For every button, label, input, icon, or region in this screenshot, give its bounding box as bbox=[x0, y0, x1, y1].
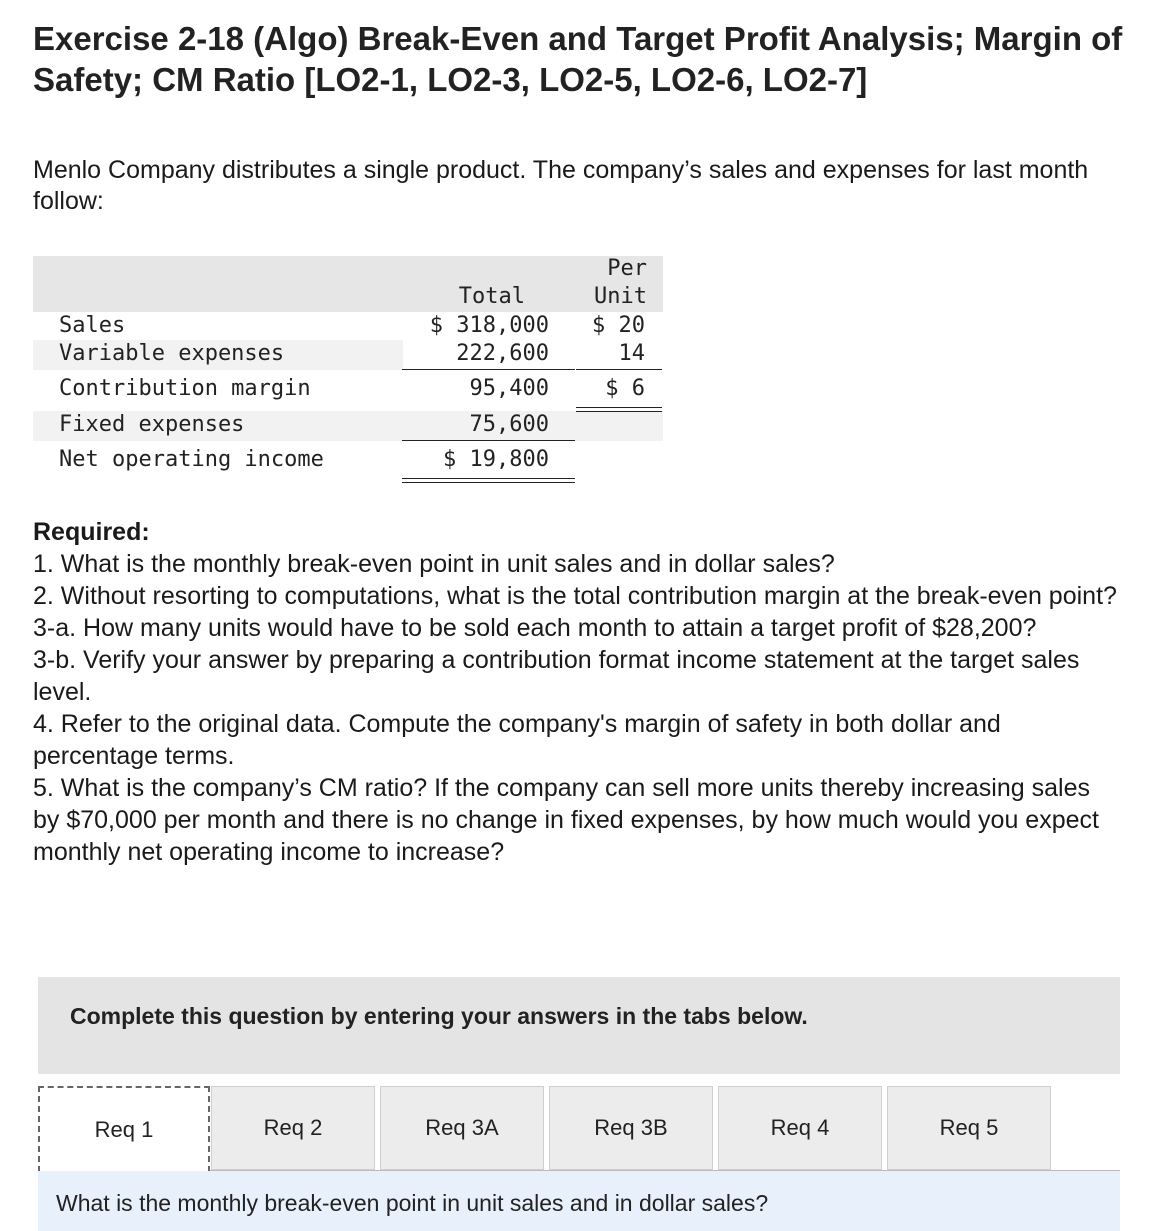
rule-line bbox=[402, 440, 575, 441]
instruction-banner bbox=[38, 977, 1120, 1074]
rule-line bbox=[402, 369, 575, 370]
variable-expenses-per-unit: 14 bbox=[618, 341, 645, 366]
required-item-1: 1. What is the monthly break-even point in unit sales and in dollar sales? bbox=[33, 550, 835, 578]
fixed-expenses-total: 75,600 bbox=[469, 412, 549, 437]
variable-expenses-total: 222,600 bbox=[456, 341, 549, 366]
tab-req-1[interactable]: Req 1 bbox=[38, 1086, 210, 1172]
table-header-band bbox=[33, 256, 663, 312]
contribution-margin-per-unit: $ 6 bbox=[605, 376, 645, 401]
header-total: Total bbox=[458, 284, 525, 309]
header-per: Per bbox=[607, 256, 647, 281]
required-item-3a: 3-a. How many units would have to be sold each month to attain a target profit of $28,200? bbox=[33, 614, 1037, 642]
tab-req-2[interactable]: Req 2 bbox=[211, 1086, 375, 1170]
header-unit: Unit bbox=[594, 284, 647, 309]
double-rule-line bbox=[402, 478, 575, 483]
tab-panel bbox=[38, 1171, 1120, 1231]
row-label-fixed-expenses: Fixed expenses bbox=[59, 412, 245, 437]
tab-req-4[interactable]: Req 4 bbox=[718, 1086, 882, 1170]
required-item-4: 4. Refer to the original data. Compute the company's margin of safety in both dollar and percentage terms. bbox=[33, 710, 1001, 770]
instruction-text: Complete this question by entering your answers in the tabs below. bbox=[70, 1003, 808, 1029]
required-item-3b: 3-b. Verify your answer by preparing a contribution format income statement at the target sales level. bbox=[33, 646, 1080, 706]
exercise-title: Exercise 2-18 (Algo) Break-Even and Target Profit Analysis; Margin of Safety; CM Ratio [LO2-1, LO2-3, LO2-5, LO2-6, LO2-7] bbox=[33, 20, 1123, 98]
panel-question: What is the monthly break-even point in unit sales and in dollar sales? bbox=[56, 1190, 769, 1216]
row-label-variable-expenses: Variable expenses bbox=[59, 341, 285, 366]
sales-per-unit: $ 20 bbox=[592, 313, 645, 338]
sales-total: $ 318,000 bbox=[429, 313, 549, 338]
tab-req-5[interactable]: Req 5 bbox=[887, 1086, 1051, 1170]
row-label-contribution-margin: Contribution margin bbox=[59, 376, 311, 401]
intro-text: Menlo Company distributes a single product. The company’s sales and expenses for last month follow: bbox=[33, 156, 1089, 215]
tab-req-3b[interactable]: Req 3B bbox=[549, 1086, 713, 1170]
requirement-tabs bbox=[38, 1086, 1120, 1172]
row-label-sales: Sales bbox=[59, 313, 126, 338]
required-section bbox=[33, 516, 1123, 868]
rule-line bbox=[576, 369, 662, 370]
required-item-5: 5. What is the company’s CM ratio? If the company can sell more units thereby increasing sales by $70,000 per month and there is no change in fixed expenses, by how much would you expect monthly net operating income to increase? bbox=[33, 774, 1099, 866]
required-heading: Required: bbox=[33, 518, 150, 546]
required-item-2: 2. Without resorting to computations, what is the total contribution margin at the break-even point? bbox=[33, 582, 1117, 610]
income-statement-table bbox=[33, 256, 663, 486]
double-rule-line bbox=[576, 407, 662, 412]
row-label-net-operating-income: Net operating income bbox=[59, 447, 324, 472]
net-operating-income-total: $ 19,800 bbox=[443, 447, 549, 472]
contribution-margin-total: 95,400 bbox=[469, 376, 549, 401]
tab-req-3a[interactable]: Req 3A bbox=[380, 1086, 544, 1170]
